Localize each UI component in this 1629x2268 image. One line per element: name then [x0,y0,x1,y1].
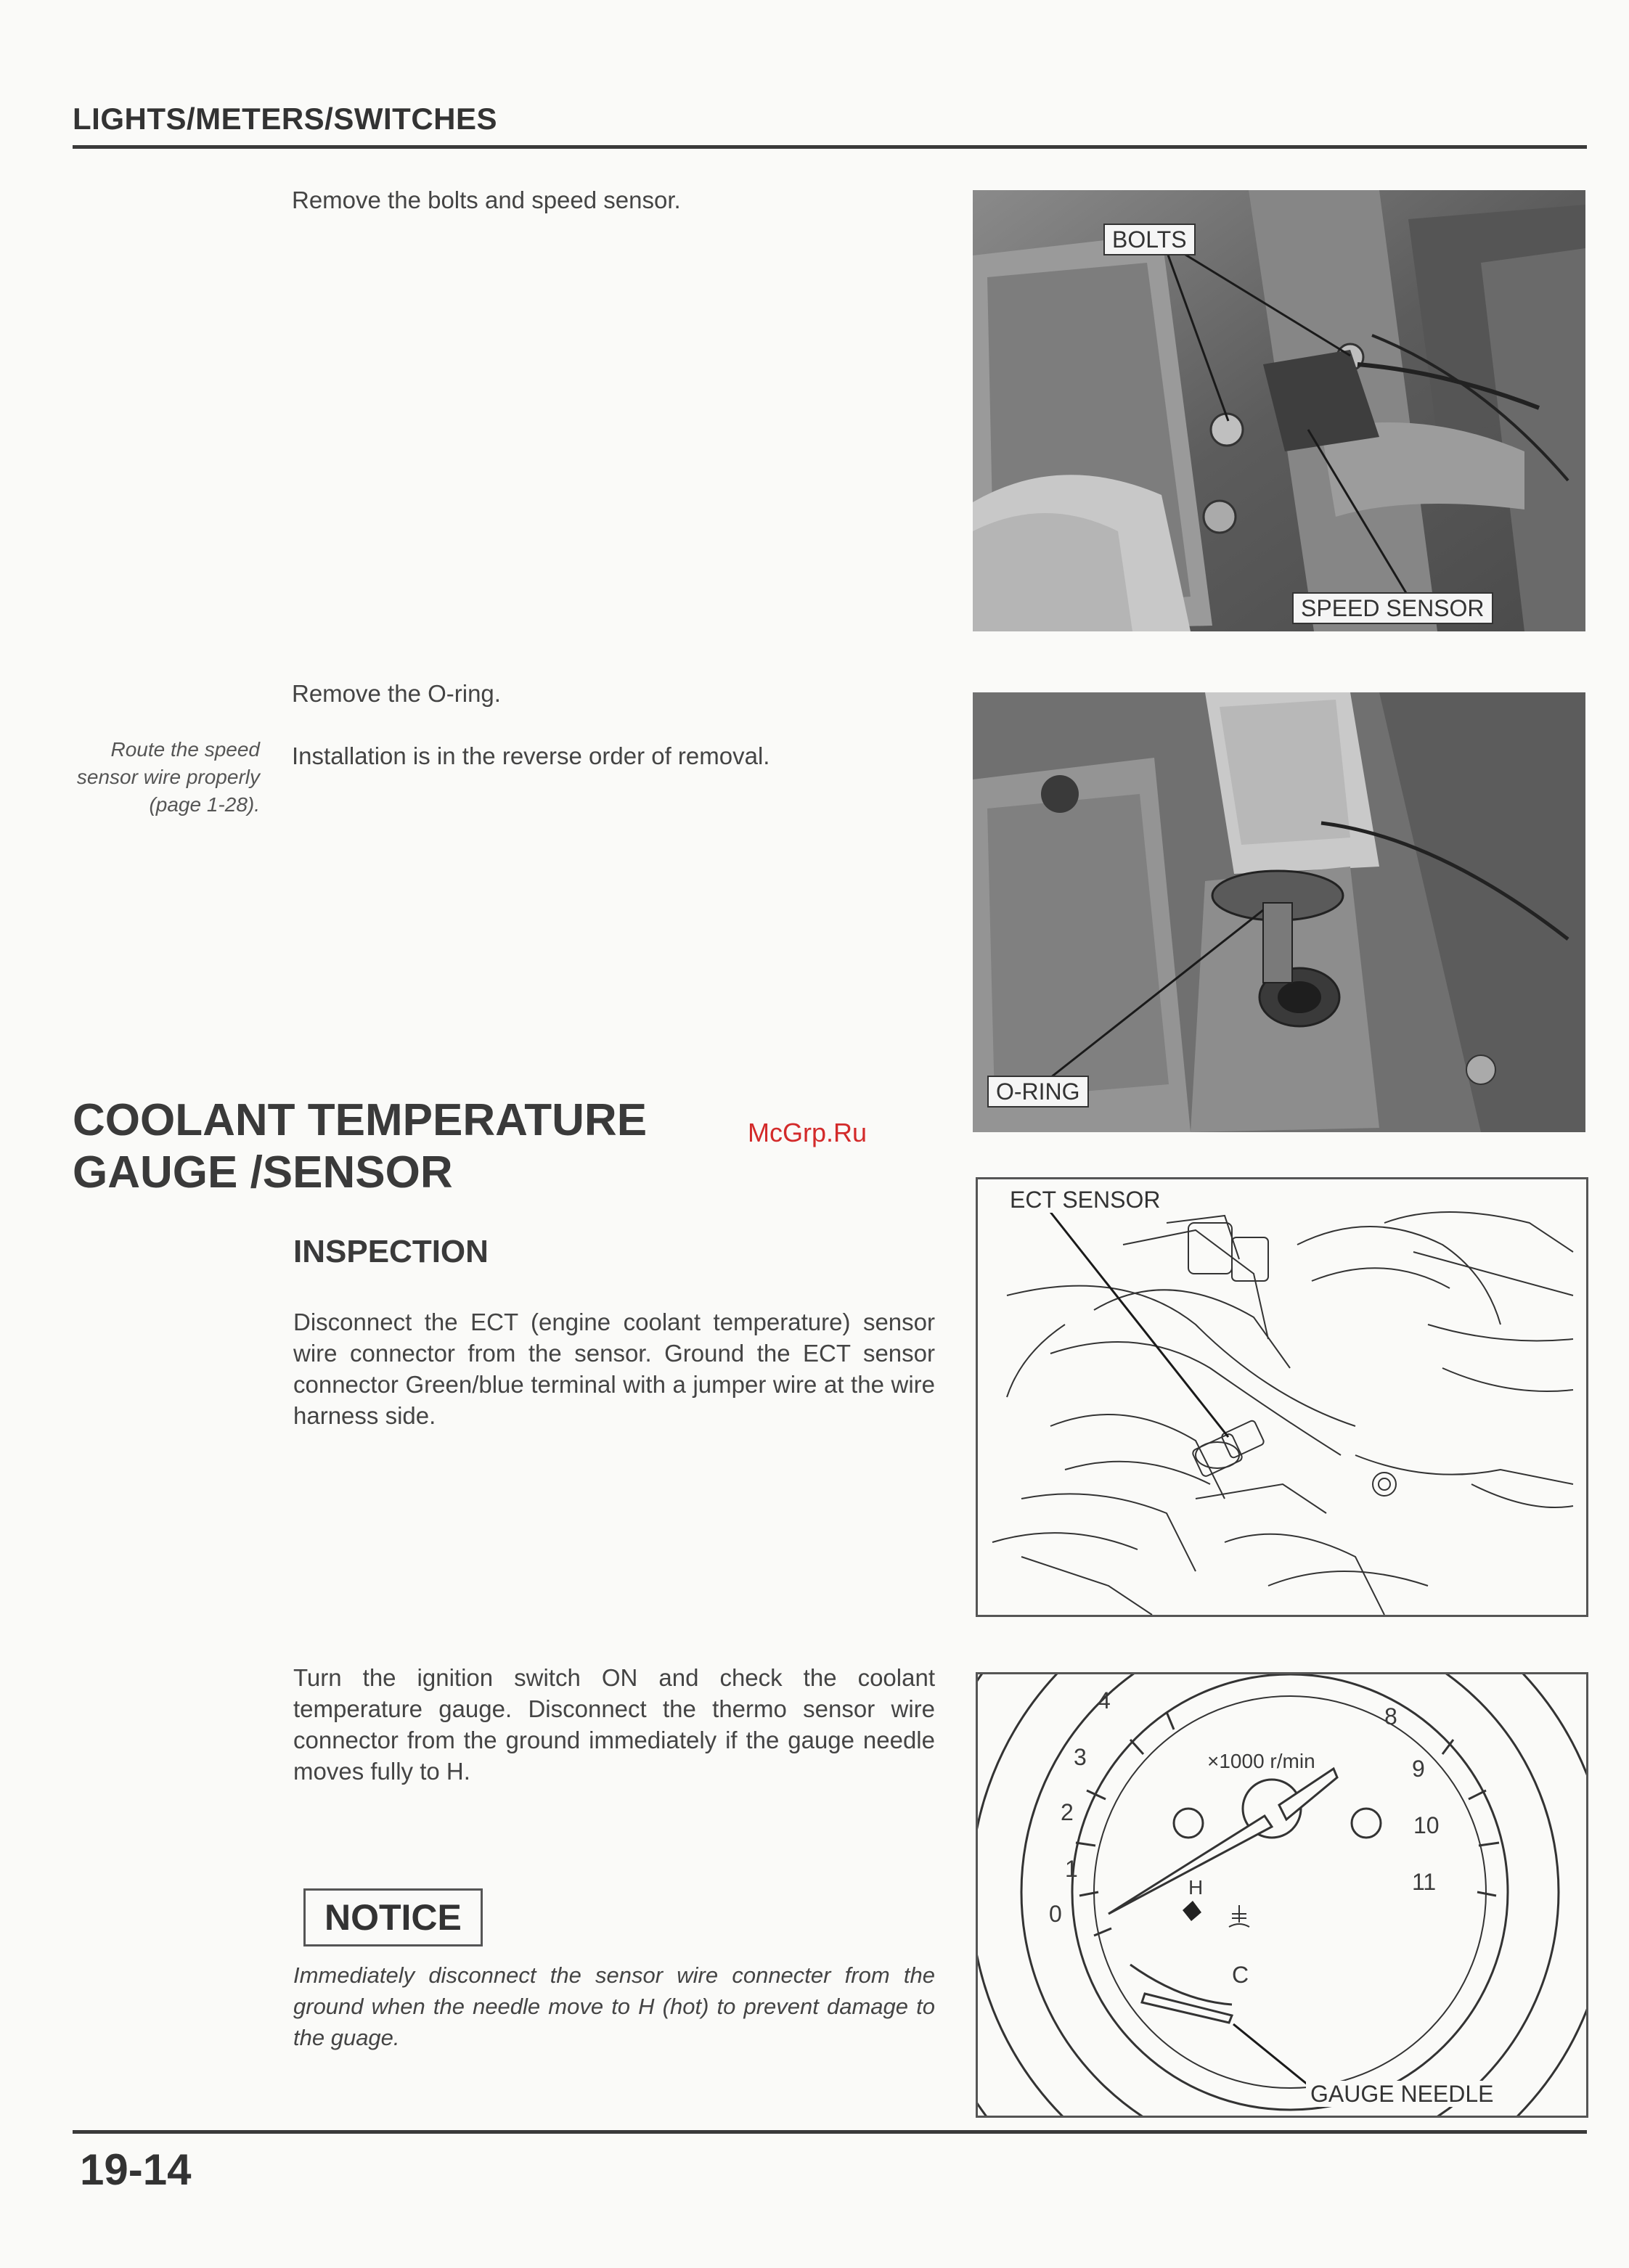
inspection-para1: Disconnect the ECT (engine coolant temperature) sensor wire connector from the sensor. Ground the ECT sensor connector Green/blue terminal with a jumper wire at the wire harness side. [293,1309,935,1429]
watermark: McGrp.Ru [748,1118,867,1147]
step-remove-bolts: Remove the bolts and speed sensor. [292,187,681,213]
gauge-tick-2: 2 [1061,1799,1074,1825]
gauge-tick-4: 4 [1098,1687,1111,1714]
inspection-para2: Turn the ignition switch ON and check the coolant temperature gauge. Disconnect the thermo sensor wire connector from the ground immediately if the gauge needle moves fully to H. [293,1664,935,1785]
step-remove-oring: Remove the O-ring. [292,680,501,707]
gauge-tick-11: 11 [1412,1869,1437,1895]
gauge-tick-8: 8 [1384,1703,1397,1729]
oring-photo [973,692,1585,1132]
gauge-tick-9: 9 [1412,1756,1425,1782]
header-rule [73,145,1587,149]
gauge-cold-mark: C [1232,1962,1249,1988]
coolant-title-line2: GAUGE /SENSOR [73,1147,453,1198]
gauge-tick-10: 10 [1413,1812,1440,1838]
speed-sensor-photo [973,190,1585,631]
section-title: LIGHTS/METERS/SWITCHES [73,102,498,136]
step-installation: Installation is in the reverse order of removal. [292,742,770,769]
label-oring: O-RING [987,1076,1089,1108]
label-bolts: BOLTS [1103,224,1196,255]
label-gauge-needle: GAUGE NEEDLE [1306,2081,1498,2107]
gauge-tick-0: 0 [1049,1901,1062,1927]
gauge-tick-1: 1 [1065,1856,1078,1882]
page-number: 19-14 [80,2145,192,2194]
gauge-diagram [976,1672,1588,2118]
side-note: Route the speed sensor wire properly (page 1-28). [76,738,260,816]
label-speed-sensor: SPEED SENSOR [1292,592,1493,624]
notice-label: NOTICE [303,1888,483,1946]
inspection-heading: INSPECTION [293,1234,489,1269]
gauge-tick-3: 3 [1074,1744,1087,1770]
label-ect-sensor: ECT SENSOR [1005,1187,1164,1213]
gauge-hot-mark: H [1188,1876,1204,1899]
gauge-unit: ×1000 r/min [1207,1750,1315,1772]
ect-sensor-diagram [976,1177,1588,1617]
notice-text: Immediately disconnect the sensor wire connecter from the ground when the needle move to H (hot) to prevent damage to the guage. [293,1962,935,2050]
coolant-title-line1: COOLANT TEMPERATURE [73,1095,648,1145]
footer-rule [73,2130,1587,2134]
